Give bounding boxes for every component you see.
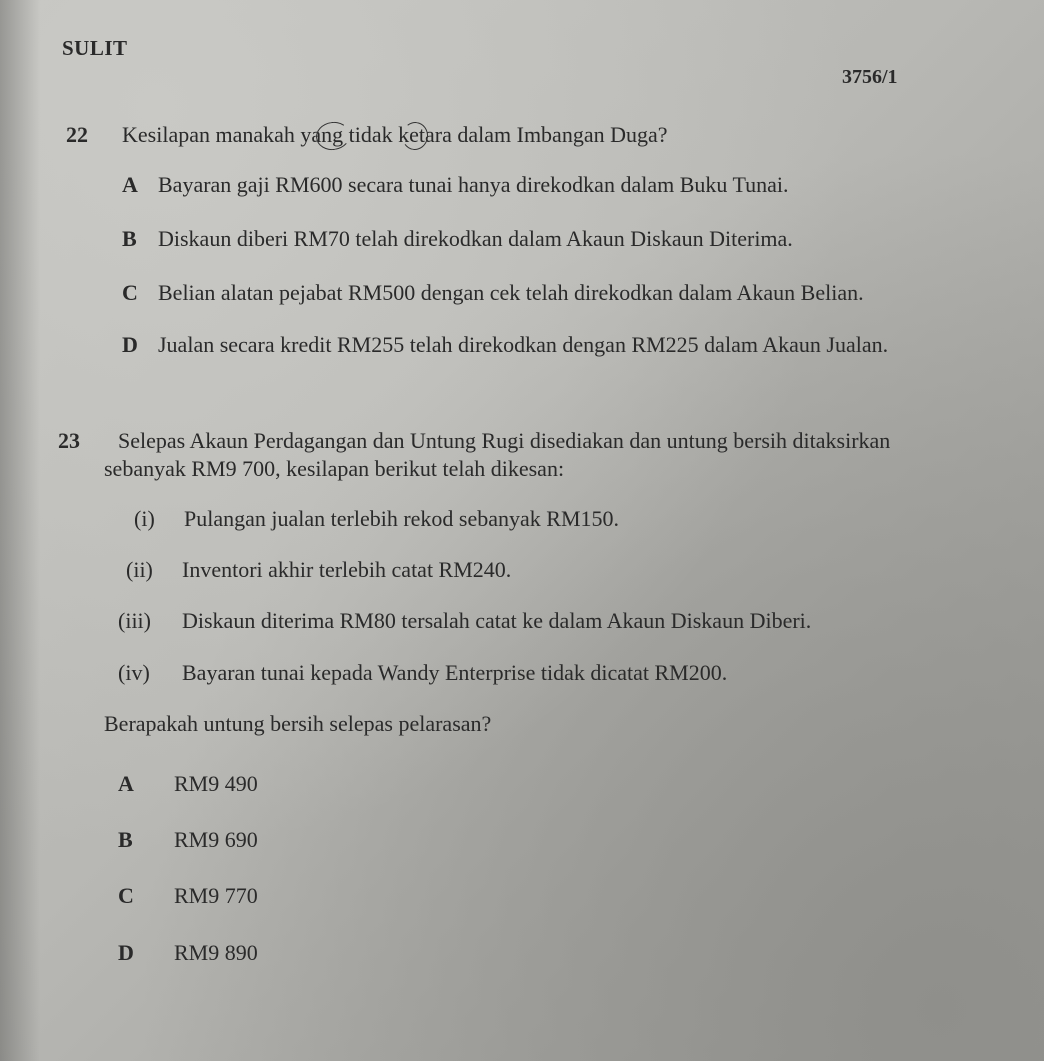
- option-text: Belian alatan pejabat RM500 dengan cek telah direkodkan dalam Akaun Belian.: [158, 280, 864, 305]
- question-prompt: Berapakah untung bersih selepas pelarasan?: [104, 711, 492, 736]
- option-letter[interactable]: C: [118, 883, 134, 908]
- question-number: 23: [58, 428, 80, 453]
- option-text: RM9 890: [174, 940, 258, 965]
- option-letter[interactable]: A: [118, 771, 134, 796]
- statement-text: Pulangan jualan terlebih rekod sebanyak RM150.: [184, 506, 620, 531]
- option-letter[interactable]: C: [122, 280, 138, 305]
- option-letter[interactable]: B: [122, 226, 137, 251]
- classification-label: SULIT: [62, 36, 128, 60]
- statement-label: (iv): [118, 660, 150, 685]
- option-text: Jualan secara kredit RM255 telah direkodkan dengan RM225 dalam Akaun Jualan.: [158, 332, 889, 357]
- question-number: 22: [66, 122, 88, 147]
- option-text: RM9 770: [174, 883, 258, 908]
- option-text: RM9 490: [174, 771, 258, 796]
- question-text: Kesilapan manakah yang tidak ketara dalam Imbangan Duga?: [122, 122, 668, 147]
- option-letter[interactable]: A: [122, 172, 138, 197]
- option-text: RM9 690: [174, 827, 258, 852]
- statement-label: (ii): [126, 557, 153, 582]
- option-text: Diskaun diberi RM70 telah direkodkan dalam Akaun Diskaun Diterima.: [158, 226, 793, 251]
- statement-text: Diskaun diterima RM80 tersalah catat ke dalam Akaun Diskaun Diberi.: [182, 608, 812, 633]
- page-shadow: [0, 0, 40, 1061]
- statement-text: Inventori akhir terlebih catat RM240.: [182, 557, 512, 582]
- option-letter[interactable]: D: [122, 332, 138, 357]
- option-letter[interactable]: B: [118, 827, 133, 852]
- option-letter[interactable]: D: [118, 940, 134, 965]
- paper-code: 3756/1: [842, 66, 898, 88]
- question-text-line-1: Selepas Akaun Perdagangan dan Untung Rugi disediakan dan untung bersih ditaksirkan: [118, 428, 891, 453]
- statement-text: Bayaran tunai kepada Wandy Enterprise tidak dicatat RM200.: [182, 660, 728, 685]
- option-text: Bayaran gaji RM600 secara tunai hanya direkodkan dalam Buku Tunai.: [158, 172, 789, 197]
- statement-label: (iii): [118, 608, 151, 633]
- question-text-line-2: sebanyak RM9 700, kesilapan berikut telah dikesan:: [104, 456, 565, 481]
- statement-label: (i): [134, 506, 155, 531]
